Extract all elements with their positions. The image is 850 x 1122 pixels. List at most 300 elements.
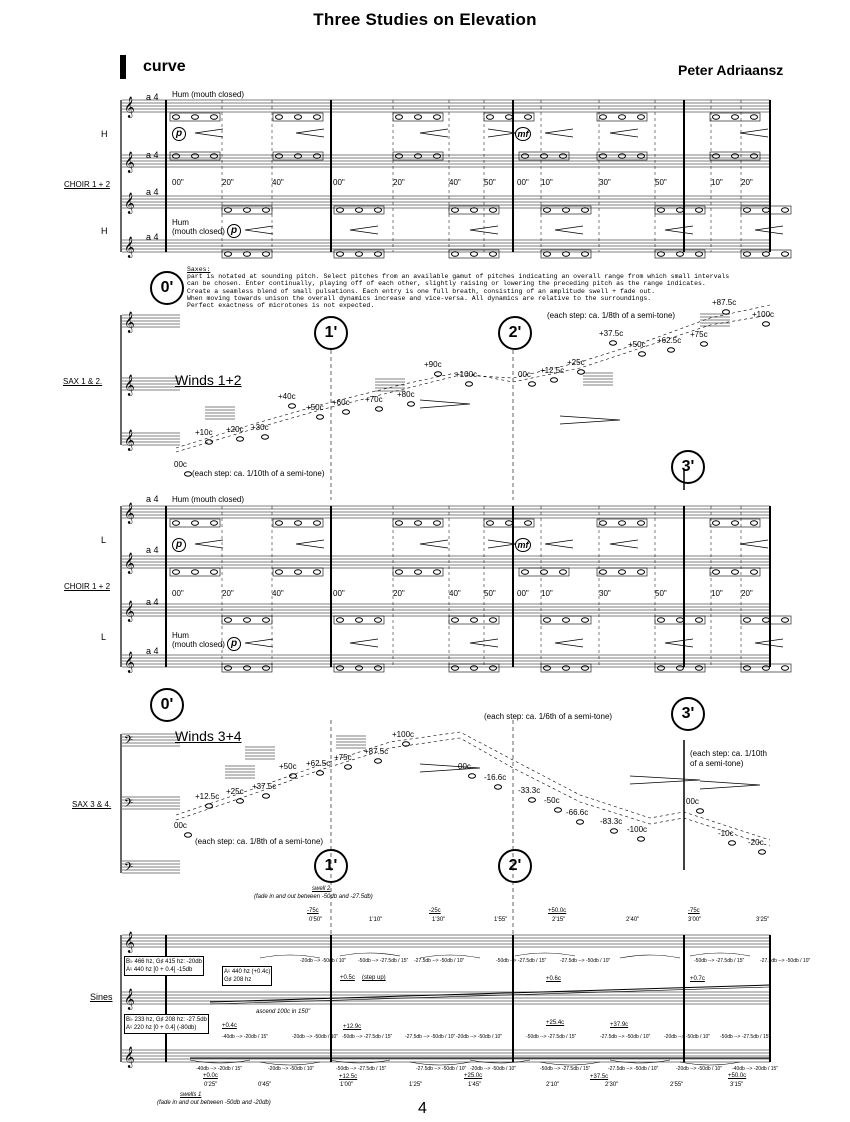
time-label: 2'30" [605,1082,619,1088]
notehead [763,618,770,623]
notehead [490,666,497,671]
notehead [563,666,570,671]
db-instruction: -27.5db --> -50db / 10" [405,1034,456,1040]
time-label: 00" [333,178,345,187]
notehead [290,774,297,778]
time-label: 20" [741,178,753,187]
notehead [638,837,645,841]
notehead [206,440,213,444]
time-label: 1'25" [409,1082,423,1088]
time-label: 30" [599,589,611,598]
notehead [237,799,244,803]
notehead [471,252,478,257]
cents-label: +37.5c [590,1074,609,1080]
db-instruction: -50db --> -27.5db / 15" [496,958,547,964]
page-title: Three Studies on Elevation [313,10,537,29]
treble-clef-icon: 𝄞 [124,932,135,953]
hairpin [740,129,768,137]
hairpin [420,129,448,137]
hairpin [545,540,573,548]
dynamic-mf: mf [515,127,531,141]
cents-label: +87.5c [364,747,389,756]
notehead [225,252,232,257]
notehead [506,115,513,120]
notehead [668,348,675,352]
notehead [408,402,415,406]
sine-tone-line [210,985,770,1002]
a4-marking: a 4 [146,92,159,102]
tie-arc [540,1062,600,1065]
bass-clef-icon: 𝄢 [124,797,134,813]
sines-label: Sines [90,992,113,1002]
treble-clef-icon: 𝄞 [124,430,135,451]
notehead [639,352,646,356]
notehead [619,521,626,526]
notehead [185,472,192,476]
cents-label: -10c [718,829,734,838]
hairpin [665,639,693,647]
notehead [263,618,270,623]
step-note: (each step: ca. 1/8th of a semi-tone) [195,837,324,846]
tie-arc [470,1060,530,1063]
rehearsal-mark: 3' [671,450,705,484]
notehead [744,208,751,213]
part-label-h1: H [101,129,108,139]
notehead [619,570,626,575]
notehead [295,521,302,526]
time-label: 10" [541,178,553,187]
notehead [701,342,708,346]
time-label: 1'00" [340,1082,354,1088]
time-label: 10" [541,589,553,598]
notehead [506,521,513,526]
time-label: 00" [517,178,529,187]
time-label: 00" [333,589,345,598]
time-label: 3'15" [730,1082,744,1088]
swell-note: (fade in and out between -50db and -27.5db) [254,894,373,900]
notehead [356,666,363,671]
notehead [751,115,758,120]
cents-label: +37.9c [610,1022,629,1028]
tie-arc [680,1062,740,1065]
notehead [495,785,502,789]
cents-label: +0.5c [340,975,355,981]
rehearsal-mark: 1' [314,849,348,883]
hairpin [296,129,324,137]
tie-arc [690,953,750,956]
cents-label: +20c [226,425,244,434]
db-instruction: -50db --> -27.5db / 15" [336,1066,387,1072]
notehead [375,252,382,257]
notehead [206,804,213,808]
notehead [295,154,302,159]
notehead [173,154,180,159]
a4-marking: a 4 [146,597,159,607]
notehead [415,154,422,159]
notehead [782,252,789,257]
time-label: 00" [172,589,184,598]
notehead [337,618,344,623]
notehead [276,521,283,526]
time-label: 00" [517,589,529,598]
sine-tone-line [210,987,770,1004]
notehead [560,570,567,575]
cents-label: +0.7c [690,976,705,982]
time-label: 3'00" [688,917,702,923]
notehead [563,618,570,623]
hum-instruction: Hum (mouth closed) [172,218,225,236]
notehead [434,115,441,120]
notehead [375,208,382,213]
cents-label: +30c [251,423,269,432]
rehearsal-mark: 0' [150,271,184,305]
cents-label: +80c [397,390,415,399]
cents-label: -20c [748,838,764,847]
db-instruction: -50db --> -27.5db / 15" [694,958,745,964]
saxes-note-title: Saxes: [187,266,211,273]
notehead [744,618,751,623]
notehead [658,252,665,257]
rehearsal-mark: 2' [498,849,532,883]
cents-label: +100c [455,370,478,379]
notehead [582,666,589,671]
hairpin [488,129,516,137]
notehead [469,774,476,778]
notehead [529,798,536,802]
notehead [782,666,789,671]
cents-label: +25c [567,358,585,367]
notehead [211,115,218,120]
cents-label: -75c [307,908,319,914]
notehead [452,208,459,213]
notehead [396,570,403,575]
cents-label: +12.5c [195,792,220,801]
treble-clef-icon: 𝄞 [124,312,135,333]
notehead [638,521,645,526]
notehead [415,115,422,120]
notehead [638,115,645,120]
notehead [314,115,321,120]
tie-arc [515,953,575,956]
notehead [434,521,441,526]
swell-label: swell 2 [312,886,331,892]
step-note: (each step: ca. 1/6th of a semi-tone) [484,712,613,721]
notehead [375,666,382,671]
notehead [744,666,751,671]
db-instruction: -50db --> -27.5db / 15" [540,1066,591,1072]
treble-clef-icon: 𝄞 [124,1047,135,1068]
notehead [696,252,703,257]
db-instruction: -50db --> -27.5db / 15" [526,1034,577,1040]
notehead [732,115,739,120]
notehead [466,382,473,386]
composer-name: Peter Adriaansz [678,62,784,78]
cents-label: +40c [278,392,296,401]
swell-label: swells 1 [180,1092,202,1098]
movement-title: curve [143,58,186,75]
db-instruction: -20db --> -50db / 10" [470,1066,517,1072]
hairpin [195,129,223,137]
hairpin [665,226,693,234]
notehead [276,570,283,575]
notehead [560,154,567,159]
pitch-curve [176,738,770,846]
hairpin [555,639,583,647]
time-label: 20" [222,178,234,187]
notehead [677,618,684,623]
notehead [600,154,607,159]
treble-clef-icon: 𝄞 [124,652,135,673]
dynamic-p: p [227,637,241,651]
notehead [263,666,270,671]
notehead [490,208,497,213]
db-instruction: -27.5db --> -50db / 10" [608,1066,659,1072]
notehead [314,154,321,159]
notehead [582,208,589,213]
notehead [375,759,382,763]
notehead [610,341,617,345]
dynamic-mf: mf [515,538,531,552]
notehead [697,809,704,813]
db-instruction: -20db --> -50db / 10" [268,1066,315,1072]
notehead [225,666,232,671]
notehead [262,435,269,439]
hairpin [545,129,573,137]
tie-arc [340,953,400,956]
step-note: (each step: ca. 1/8th of a semi-tone) [547,311,676,320]
time-label: 30" [599,178,611,187]
notehead [452,618,459,623]
notehead [295,570,302,575]
notehead [751,154,758,159]
notehead [396,115,403,120]
cents-label: +75c [690,330,708,339]
notehead [525,521,532,526]
choir-group-label-low: CHOIR 1 + 2 [64,582,111,591]
time-label: 40" [449,178,461,187]
cents-label: +62.5c [657,336,682,345]
hairpin [350,639,378,647]
cents-label: -16.6c [484,773,507,782]
bass-clef-icon: 𝄢 [124,734,134,750]
notehead [263,794,270,798]
tie-arc [330,1060,390,1063]
notehead [732,154,739,159]
notehead [263,208,270,213]
notehead [192,570,199,575]
time-label: 0'25" [204,1082,218,1088]
notehead [763,322,770,326]
notehead [376,407,383,411]
notehead [317,415,324,419]
notehead [522,154,529,159]
winds-12-section: Winds 1+2 [175,372,242,388]
winds-34-section: Winds 3+4 [175,728,242,744]
notehead [490,618,497,623]
time-label: 3'25" [756,917,770,923]
notehead [563,208,570,213]
notehead [487,115,494,120]
notehead [343,410,350,414]
hairpin [610,129,638,137]
hairpin [610,540,638,548]
notehead [782,618,789,623]
db-instruction: -50db --> -27.5db / 15" [358,958,409,964]
notehead [577,820,584,824]
notehead [211,521,218,526]
notehead [452,666,459,671]
cents-label: 00c [174,821,187,830]
cents-label: +60c [332,398,350,407]
notehead [544,618,551,623]
notehead [600,521,607,526]
db-instruction: -20db --> -50db / 10" [292,1034,339,1040]
tie-arc [610,1060,670,1063]
hairpin [420,400,470,408]
tie-arc [260,1062,320,1065]
time-label: 1'10" [369,917,383,923]
time-label: 10" [711,589,723,598]
notehead [563,252,570,257]
ascend-note: ascend 100c in 150" [256,1009,311,1015]
notehead [763,208,770,213]
time-label: 50" [655,178,667,187]
notehead [638,154,645,159]
cents-label: (step up) [362,975,386,981]
notehead [544,208,551,213]
cents-label: +50.0c [548,908,567,914]
notehead [487,521,494,526]
hairpin [195,540,223,548]
a4-marking: a 4 [146,187,159,197]
choir-group-label-top: CHOIR 1 + 2 [64,180,111,189]
notehead [434,570,441,575]
notehead [763,252,770,257]
notehead [611,829,618,833]
cents-label: 00c [174,460,187,469]
notehead [782,208,789,213]
notehead [658,666,665,671]
notehead [677,208,684,213]
db-instruction: -20db --> -50db / 10" [300,958,347,964]
db-instruction: -27.5db --> -50db / 10" [760,958,811,964]
cents-label: -50c [544,796,560,805]
tie-arc [410,1062,470,1065]
saxes-note-line: part is notated at sounding pitch. Select pitches from an available gamut of pitches indicating an overall range from which small intervals [187,273,730,280]
dynamic-p: p [172,538,186,552]
notehead [295,115,302,120]
notehead [356,252,363,257]
rehearsal-mark: 1' [314,316,348,350]
cents-label: -25c [429,908,441,914]
notehead [452,252,459,257]
notehead [729,841,736,845]
treble-clef-icon: 𝄞 [124,375,135,396]
notehead [192,521,199,526]
notehead [237,437,244,441]
time-label: 0'45" [258,1082,272,1088]
db-instruction: -50db --> -27.5db / 15" [342,1034,393,1040]
swell-note: (fade in and out between -50db and -20db) [157,1100,271,1106]
cents-label: +12.5c [339,1074,358,1080]
notehead [375,618,382,623]
db-instruction: -20db --> -50db / 10" [676,1066,723,1072]
cents-label: 00c [518,370,531,379]
tie-arc [190,1060,250,1063]
cents-label: +25.0c [464,1073,483,1079]
notehead [677,252,684,257]
treble-clef-icon: 𝄞 [124,989,135,1010]
notehead [582,618,589,623]
notehead [244,618,251,623]
cents-label: +12.9c [343,1024,362,1030]
hum-instruction: Hum (mouth closed) [172,90,245,99]
notehead [471,666,478,671]
notehead [677,666,684,671]
notehead [263,252,270,257]
sines-box-bottom: B♭ 233 hz, G♯ 208 hz: -27.5db A♮ 220 hz [0 + 0.4] (-80db) [124,1014,209,1034]
notehead [415,521,422,526]
notehead [578,370,585,374]
saxes-note-line: can be chosen. Enter continually, playing off of each other, slightly raising or lowering the preceding pitch as the range indicates. [187,280,706,288]
notehead [713,154,720,159]
rehearsal-mark: 3' [671,697,705,731]
saxes-note-line: Create a seamless blend of small pulsations. Each entry is one full breath, consisting of an amplitude swell + fade out. [187,287,656,295]
step-note: (each step: ca. 1/10th of a semi-tone) [690,749,767,768]
time-label: 20" [222,589,234,598]
hum-instruction: Hum (mouth closed) [172,631,225,649]
db-instruction: -27.5db --> -50db / 10" [600,1034,651,1040]
notehead [435,372,442,376]
notehead [638,570,645,575]
treble-clef-icon: 𝄞 [124,601,135,622]
notehead [713,570,720,575]
sines-box-top: B♭ 466 hz, G♯ 415 hz: -20db A♮ 440 hz [0 + 0.4] -15db [124,956,204,976]
notehead [211,154,218,159]
notehead [337,208,344,213]
hairpin [245,639,273,647]
notehead [551,378,558,382]
hairpin [700,781,760,789]
time-label: 10" [711,178,723,187]
time-label: 50" [484,589,496,598]
db-instruction: -40db --> -20db / 15" [196,1066,243,1072]
notehead [658,618,665,623]
notehead [396,521,403,526]
time-label: 2'40" [626,917,640,923]
treble-clef-icon: 𝄞 [124,503,135,524]
notehead [276,154,283,159]
cents-label: +10c [195,428,213,437]
notehead [337,666,344,671]
db-instruction: -40db --> -20db / 15" [732,1066,779,1072]
notehead [244,252,251,257]
a4-marking: a 4 [146,545,159,555]
cents-label: +37.5c [599,329,624,338]
hairpin [245,226,273,234]
sax-12-label: SAX 1 & 2. [63,377,103,386]
notehead [759,850,766,854]
notehead [173,521,180,526]
notehead [244,208,251,213]
notehead [529,382,536,386]
db-instruction: -27.5db --> -50db / 10" [560,958,611,964]
hairpin [630,776,700,784]
time-label: 1'55" [494,917,508,923]
a4-marking: a 4 [146,494,159,504]
db-instruction: -27.5db --> -50db / 10" [414,958,465,964]
notehead [314,570,321,575]
